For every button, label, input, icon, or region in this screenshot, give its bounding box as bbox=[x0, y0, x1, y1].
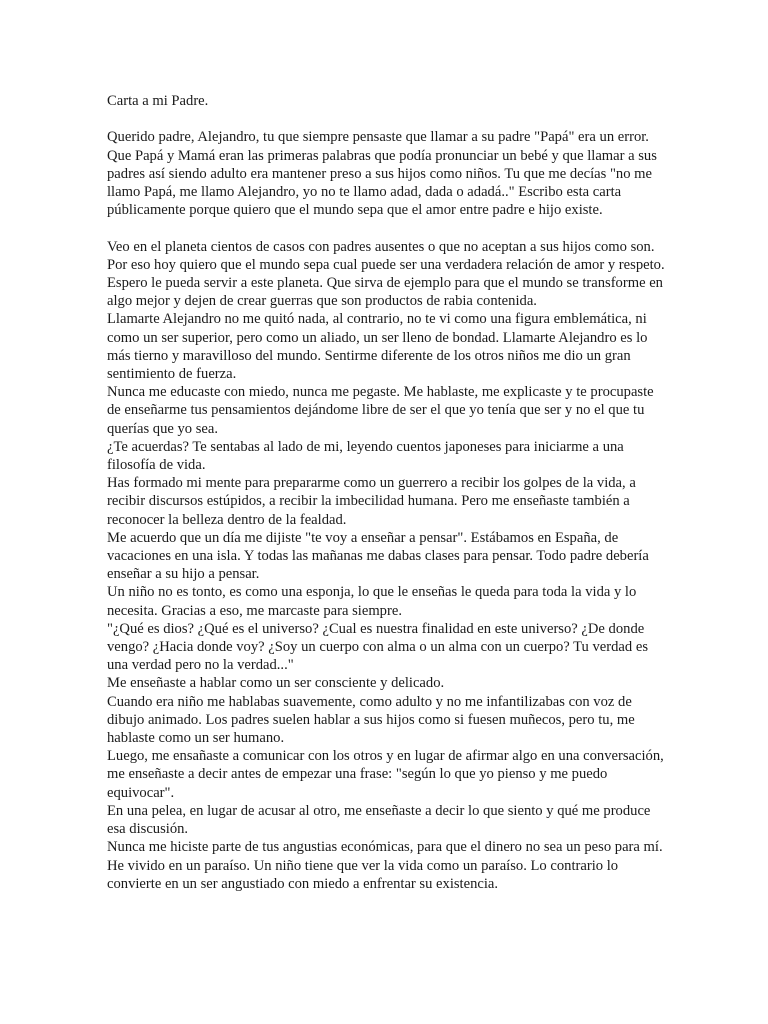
paragraph-gap bbox=[107, 110, 667, 128]
letter-paragraph: Me enseñaste a hablar como un ser consciente y delicado. bbox=[107, 675, 445, 692]
letter-paragraph: En una pelea, en lugar de acusar al otro, me enseñaste a decir lo que siento y qué me produce esa discusión. bbox=[107, 802, 651, 838]
letter-paragraph: ¿Te acuerdas? Te sentabas al lado de mi, leyendo cuentos japoneses para iniciarme a una filosofía de vida. bbox=[107, 438, 624, 474]
letter-paragraph: Luego, me ensañaste a comunicar con los otros y en lugar de afirmar algo en una conversación, me enseñaste a decir antes de empezar una frase: "según lo que yo pienso y me puedo equivocar". bbox=[107, 748, 664, 801]
letter-body bbox=[107, 92, 667, 893]
letter-paragraph: Un niño no es tonto, es como una esponja, lo que le enseñas le queda para toda la vida y lo necesita. Gracias a eso, me marcaste para siempre. bbox=[107, 584, 637, 619]
letter-paragraph: "¿Qué es dios? ¿Qué es el universo? ¿Cual es nuestra finalidad en este universo? ¿De donde vengo? ¿Hacia donde voy? ¿Soy un cuerpo con alma o un alma con un cuerpo? Tu verdad es una verdad pero no la verdad..." bbox=[107, 620, 649, 674]
letter-paragraph: Por eso hoy quiero que el mundo sepa cual puede ser una verdadera relación de amor y respeto. Espero le pueda servir a este planeta. Que sirva de ejemplo para que el mundo se transforme en algo mejor y dejen de crear guerras que son productos de rabia contenida. bbox=[107, 256, 665, 310]
letter-paragraph: Nunca me hiciste parte de tus angustias económicas, para que el dinero no sea un peso para mí. bbox=[107, 839, 663, 856]
letter-paragraph: Has formado mi mente para prepararme como un guerrero a recibir los golpes de la vida, a recibir discursos estúpidos, a recibir la imbecilidad humana. Pero me enseñaste también a reconocer la belleza dentro de la fealdad. bbox=[107, 475, 636, 528]
letter-paragraph: Nunca me educaste con miedo, nunca me pegaste. Me hablaste, me explicaste y te procupaste de enseñarme tus pensamientos dejándome libre de ser el que yo tenía que ser y no el que tu querías que yo sea. bbox=[107, 384, 654, 437]
letter-intro: Querido padre, Alejandro, tu que siempre pensaste que llamar a su padre "Papá" era un error. Que Papá y Mamá eran las primeras palabras que podía pronunciar un bebé y que llamar a sus padres así siendo adulto era mantener preso a sus hijos como niños. Tu que me decías "no me llamo Papá, me llamo Alejandro, yo no te llamo adad, dada o adadá.." Escribo esta carta públicamente porque quiero que el mundo sepa que el amor entre padre e hijo existe. bbox=[107, 129, 657, 219]
letter-paragraph: He vivido en un paraíso. Un niño tiene que ver la vida como un paraíso. Lo contrario lo convierte en un ser angustiado con miedo a enfrentar su existencia. bbox=[107, 857, 619, 892]
letter-paragraph: Me acuerdo que un día me dijiste "te voy a enseñar a pensar". Estábamos en España, de vacaciones en una isla. Y todas las mañanas me dabas clases para pensar. Todo padre debería enseñar a su hijo a pensar. bbox=[107, 529, 649, 583]
paragraph-gap bbox=[107, 219, 667, 237]
letter-paragraph: Cuando era niño me hablabas suavemente, como adulto y no me infantilizabas con voz de dibujo animado. Los padres suelen hablar a sus hijos como si fuesen muñecos, pero tu, me hablaste como un ser humano. bbox=[107, 693, 635, 747]
letter-title: Carta a mi Padre. bbox=[107, 93, 209, 109]
letter-paragraph: Veo en el planeta cientos de casos con padres ausentes o que no aceptan a sus hijos como son. bbox=[107, 238, 655, 255]
letter-paragraph: Llamarte Alejandro no me quitó nada, al contrario, no te vi como una figura emblemática, ni como un ser superior, pero como un aliado, un ser lleno de bondad. Llamarte Alejandro es lo más tierno y maravilloso del mundo. Sentirme diferente de los otros niños me dio un gran sentimiento de fuerza. bbox=[107, 311, 648, 383]
